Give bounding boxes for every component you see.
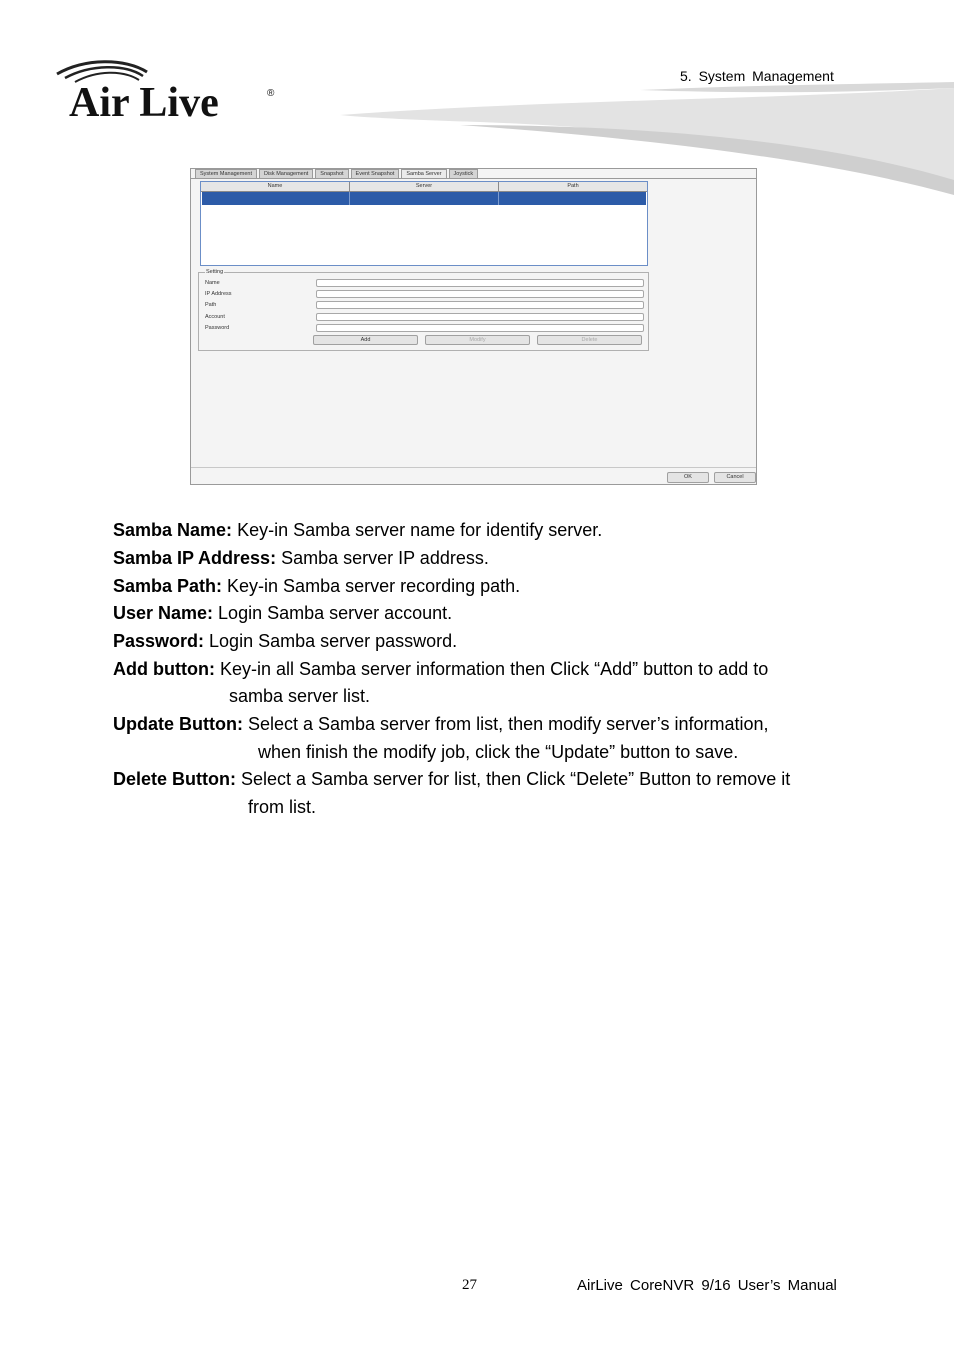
desc-update-button: Update Button: Select a Samba server from list, then modify server’s information, bbox=[113, 714, 769, 734]
ok-button[interactable]: OK bbox=[667, 472, 709, 483]
airlive-logo bbox=[55, 56, 285, 126]
desc-samba-ip: Samba IP Address: Samba server IP address. bbox=[113, 548, 489, 568]
manual-title: AirLive CoreNVR 9/16 User’s Manual bbox=[577, 1277, 837, 1294]
section-title: 5. System Management bbox=[680, 68, 834, 84]
tab-samba-server[interactable]: Samba Server bbox=[401, 169, 446, 179]
tab-divider bbox=[191, 178, 756, 179]
tab-bar bbox=[195, 169, 480, 178]
tab-event-snapshot[interactable]: Event Snapshot bbox=[351, 169, 400, 178]
desc-user-name: User Name: Login Samba server account. bbox=[113, 603, 453, 623]
account-label: Account bbox=[205, 314, 225, 320]
delete-button[interactable]: Delete bbox=[537, 335, 642, 345]
desc-update-button-cont: when finish the modify job, click the “Update” button to save. bbox=[258, 742, 739, 762]
modify-button[interactable]: Modify bbox=[425, 335, 530, 345]
path-label: Path bbox=[205, 302, 217, 308]
password-input[interactable] bbox=[316, 324, 644, 332]
password-label: Password bbox=[205, 325, 230, 331]
page-number: 27 bbox=[462, 1277, 477, 1293]
desc-add-button-cont: samba server list. bbox=[229, 686, 371, 706]
tab-joystick[interactable]: Joystick bbox=[449, 169, 479, 178]
samba-server-list[interactable] bbox=[200, 181, 648, 266]
name-input[interactable] bbox=[316, 279, 644, 287]
path-input[interactable] bbox=[316, 301, 644, 309]
svg-text:®: ® bbox=[267, 88, 275, 99]
samba-server-screenshot bbox=[190, 168, 757, 485]
desc-samba-name: Samba Name: Key-in Samba server name for identify server. bbox=[113, 520, 603, 540]
name-label: Name bbox=[205, 280, 220, 286]
add-button[interactable]: Add bbox=[313, 335, 418, 345]
logo-graphic bbox=[55, 56, 285, 126]
footer-divider bbox=[191, 467, 756, 468]
tab-disk-management[interactable]: Disk Management bbox=[259, 169, 313, 178]
settings-legend: Setting bbox=[206, 269, 224, 275]
tab-snapshot[interactable]: Snapshot bbox=[315, 169, 348, 178]
desc-add-button: Add button: Key-in all Samba server information then Click “Add” button to add to bbox=[113, 659, 769, 679]
cancel-button[interactable]: Cancel bbox=[714, 472, 756, 483]
logo-wordmark: Air Live bbox=[69, 80, 219, 126]
selected-row[interactable] bbox=[202, 192, 646, 205]
desc-delete-button: Delete Button: Select a Samba server for list, then Click “Delete” Button to remove it bbox=[113, 769, 791, 789]
desc-password: Password: Login Samba server password. bbox=[113, 631, 458, 651]
list-header bbox=[201, 182, 647, 192]
desc-delete-button-cont: from list. bbox=[248, 797, 317, 817]
column-path[interactable]: Path bbox=[567, 183, 579, 189]
desc-samba-path: Samba Path: Key-in Samba server recording path. bbox=[113, 576, 521, 596]
tab-system-management[interactable]: System Management bbox=[195, 169, 257, 178]
ip-address-input[interactable] bbox=[316, 290, 644, 298]
column-server[interactable]: Server bbox=[350, 182, 499, 191]
column-name[interactable]: Name bbox=[201, 182, 350, 191]
ip-address-label: IP Address bbox=[205, 291, 232, 297]
account-input[interactable] bbox=[316, 313, 644, 321]
